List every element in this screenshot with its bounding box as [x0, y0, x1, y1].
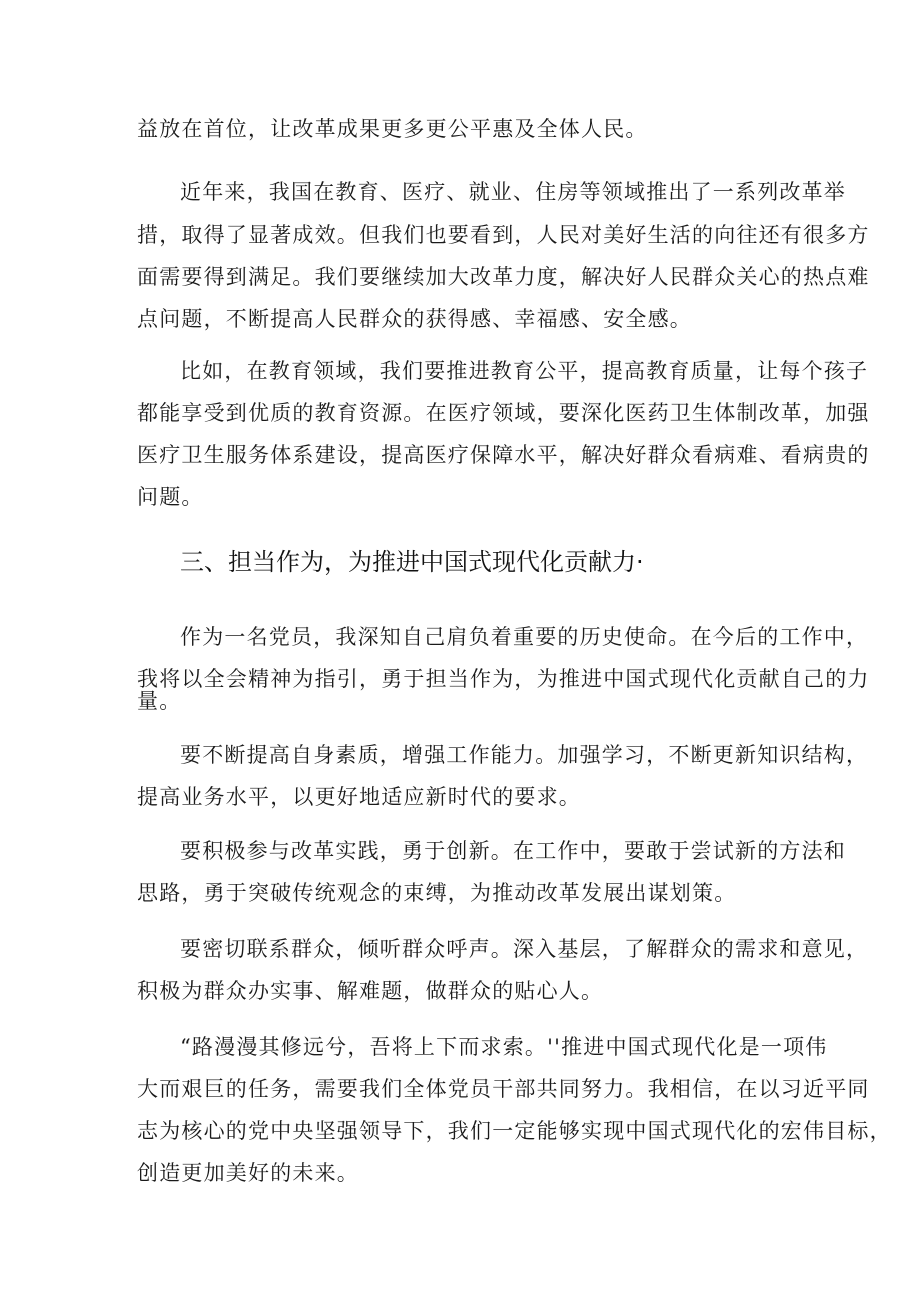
paragraph-line: 志为核心的党中央坚强领导下，我们一定能够实现中国式现代化的宏伟目标， [137, 1119, 892, 1143]
paragraph-line: 要积极参与改革实践，勇于创新。在工作中，要敢于尝试新的方法和 [180, 839, 846, 863]
paragraph-line: 问题。 [137, 485, 204, 509]
paragraph-line: 量。 [137, 689, 182, 713]
paragraph-line: 我将以全会精神为指引，勇于担当作为，为推进中国式现代化贡献自己的力 [137, 667, 870, 691]
paragraph-line: 益放在首位，让改革成果更多更公平惠及全体人民。 [137, 117, 648, 141]
paragraph-line: 措，取得了显著成效。但我们也要看到，人民对美好生活的向往还有很多方 [137, 223, 870, 247]
paragraph-line: 积极为群众办实事、解难题，做群众的贴心人。 [137, 979, 604, 1003]
paragraph-line: 都能享受到优质的教育资源。在医疗领域，要深化医药卫生体制改革，加强 [137, 401, 870, 425]
paragraph-line: 点问题，不断提高人民群众的获得感、幸福感、安全感。 [137, 307, 692, 331]
paragraph-line: 提高业务水平，以更好地适应新时代的要求。 [137, 785, 581, 809]
paragraph-line: 要不断提高自身素质，增强工作能力。加强学习，不断更新知识结构， [180, 743, 869, 767]
paragraph-line: 要密切联系群众，倾听群众呼声。深入基层，了解群众的需求和意见， [180, 937, 869, 961]
paragraph-line: 面需要得到满足。我们要继续加大改革力度，解决好人民群众关心的热点难 [137, 265, 870, 289]
paragraph-line: 创造更加美好的未来。 [137, 1161, 359, 1185]
paragraph-line: 近年来，我国在教育、医疗、就业、住房等领域推出了一系列改革举 [180, 180, 846, 204]
paragraph-line: “路漫漫其修远兮，吾将上下而求索。''推进中国式现代化是一项伟 [180, 1035, 828, 1059]
paragraph-line: 医疗卫生服务体系建设，提高医疗保障水平，解决好群众看病难、看病贵的 [137, 443, 870, 467]
paragraph-line: 作为一名党员，我深知自己肩负着重要的历史使命。在今后的工作中， [180, 625, 869, 649]
paragraph-line: 比如，在教育领域，我们要推进教育公平，提高教育质量，让每个孩子 [180, 359, 869, 383]
paragraph-line: 思路，勇于突破传统观念的束缚，为推动改革发展出谋划策。 [137, 881, 737, 905]
section-heading: 三、担当作为，为推进中国式现代化贡献力· [180, 548, 644, 576]
paragraph-line: 大而艰巨的任务，需要我们全体党员干部共同努力。我相信，在以习近平同 [137, 1077, 870, 1101]
